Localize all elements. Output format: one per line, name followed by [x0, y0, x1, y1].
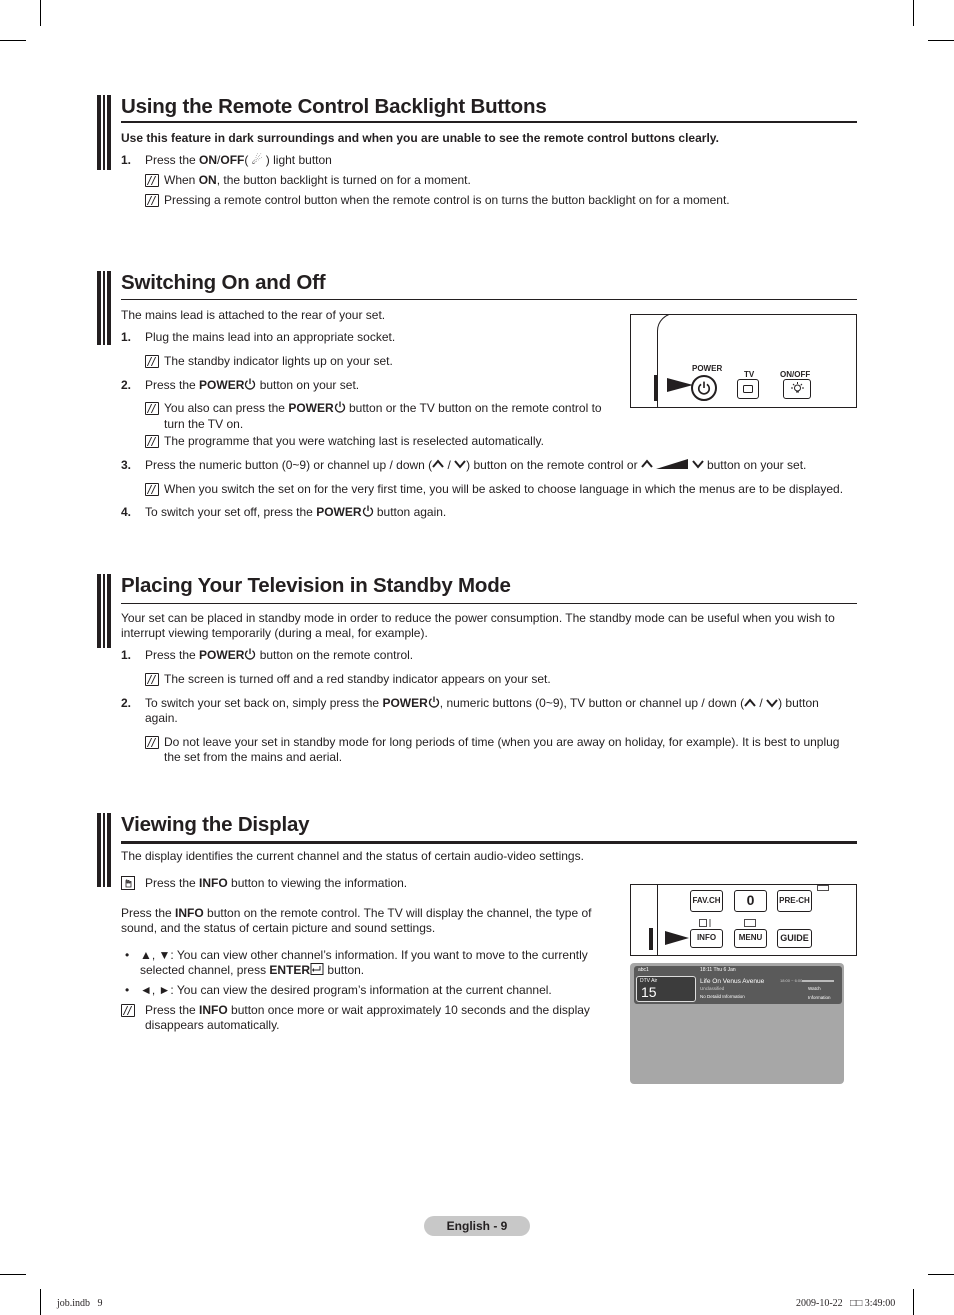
power-icon — [697, 381, 711, 395]
display-intro: The display identifies the current channel and the status of certain audio-video settings. — [121, 849, 584, 863]
section-title: Placing Your Television in Standby Mode — [121, 574, 511, 597]
switching-step-2-note-2: The programme that you were watching last is reselected automatically. — [164, 434, 544, 448]
step-number: 2. — [121, 378, 132, 392]
pointer-arrow-icon — [667, 378, 693, 392]
note-icon — [145, 174, 159, 187]
crop-mark — [913, 1289, 914, 1315]
remote-label-power: POWER — [692, 364, 723, 373]
section-rule — [121, 299, 857, 300]
section-rule — [121, 603, 857, 604]
power-icon — [362, 505, 374, 521]
step-number: 4. — [121, 505, 132, 519]
note-icon — [145, 194, 159, 207]
step-number: 1. — [121, 330, 132, 344]
note-icon — [121, 1004, 135, 1017]
step-number: 2. — [121, 696, 132, 710]
step-number: 1. — [121, 648, 132, 662]
osd-detail: No Detaild Information — [700, 994, 745, 999]
note-icon — [145, 736, 159, 749]
remote-tv-button — [737, 379, 759, 399]
crop-mark — [40, 1289, 41, 1315]
switching-step-1-note: The standby indicator lights up on your set. — [164, 354, 393, 368]
display-note: Press the INFO button once more or wait approximately 10 seconds and the display disappears automatically. — [145, 1003, 590, 1032]
switching-intro: The mains lead is attached to the rear of your set. — [121, 308, 386, 322]
remote-illustration-power — [630, 314, 857, 408]
volume-wedge-icon — [656, 458, 688, 473]
crop-mark — [40, 0, 41, 26]
remote-power-button — [691, 375, 717, 401]
tip-icon — [121, 876, 135, 890]
channel-down-icon — [454, 458, 466, 473]
bullet-dot: • — [125, 948, 130, 962]
power-icon — [334, 401, 346, 417]
backlight-note-2: Pressing a remote control button when the remote control is on turns the button backlight on for a moment. — [164, 193, 730, 207]
remote-small-icon — [699, 919, 713, 927]
note-icon — [145, 673, 159, 686]
osd-time-range: 18:00 ~ 6:00 — [780, 978, 803, 983]
channel-up-icon — [641, 458, 653, 473]
channel-down-icon — [692, 458, 704, 473]
remote-light-button — [783, 379, 811, 399]
section-rule — [121, 121, 857, 123]
bullet-dot: • — [125, 983, 130, 997]
display-tip: Press the INFO button to viewing the information. — [145, 876, 408, 890]
note-icon — [145, 402, 159, 415]
channel-up-icon — [744, 697, 756, 712]
remote-info-button: INFO — [690, 929, 723, 948]
step-number: 3. — [121, 458, 132, 472]
remote-zero-button: 0 — [734, 890, 767, 912]
crop-mark — [928, 1274, 954, 1275]
osd-panel — [634, 966, 842, 1004]
switching-step-3-note: When you switch the set on for the very first time, you will be asked to choose language in which the menus are to be displayed. — [164, 482, 844, 496]
remote-small-icon — [817, 885, 829, 891]
section-marker — [97, 271, 111, 345]
section-marker — [97, 813, 111, 887]
section-title: Using the Remote Control Backlight Buttons — [121, 95, 547, 118]
display-bullet-2: ◄, ►: You can view the desired program’s information at the current channel. — [140, 983, 552, 997]
remote-small-icon — [744, 919, 756, 927]
osd-channel-box — [636, 976, 696, 1002]
remote-favch-button: FAV.CH — [690, 890, 723, 912]
osd-rating: Unclassified — [700, 986, 725, 991]
osd-antenna: DTV Air — [640, 978, 658, 984]
power-icon — [244, 648, 256, 664]
channel-down-icon — [766, 697, 778, 712]
section-title: Switching On and Off — [121, 271, 326, 294]
switching-step-3: Press the numeric button (0~9) or channel up / down ( / ) button on the remote control or button on your set. — [145, 458, 807, 472]
remote-illustration-info — [630, 884, 857, 956]
footer-left: job.indb 9 — [57, 1298, 103, 1309]
standby-step-2-cont: again. — [145, 711, 178, 725]
channel-up-icon — [432, 458, 444, 473]
remote-label-onoff: ON/OFF — [780, 370, 811, 379]
note-icon — [145, 483, 159, 496]
standby-intro: Your set can be placed in standby mode in order to reduce the power consumption. The standby mode can be useful when you wish to interrupt viewing temporarily (during a meal, for example). — [121, 611, 835, 640]
remote-guide-button: GUIDE — [777, 929, 812, 948]
osd-program-title: Life On Venus Avenue — [700, 978, 765, 985]
page-number: English - 9 — [424, 1216, 530, 1236]
section-marker — [97, 95, 111, 170]
note-icon — [145, 435, 159, 448]
footer-right: 2009-10-22 □□ 3:49:00 — [796, 1298, 896, 1309]
pointer-bar — [654, 375, 658, 401]
backlight-note-1: When ON, the button backlight is turned on for a moment. — [164, 173, 471, 187]
section-marker — [97, 574, 111, 648]
pointer-arrow-icon — [665, 931, 689, 945]
standby-step-2: To switch your set back on, simply press the POWER , numeric buttons (0~9), TV button or channel up / down ( / ) button — [145, 696, 819, 711]
tv-screen-illustration — [630, 963, 844, 1084]
standby-step-1: Press the POWER button on the remote control. — [145, 648, 414, 663]
remote-menu-button: MENU — [734, 929, 767, 948]
osd-datetime: 18:11 Thu 6 Jan — [700, 967, 736, 973]
enter-icon — [310, 963, 324, 979]
osd-channel-number: 15 — [641, 984, 657, 1000]
display-bullet-1: ▲, ▼: You can view other channel’s information. If you want to move to the currently selected channel, press ENTER button. — [140, 948, 588, 978]
pointer-bar — [649, 928, 653, 950]
switching-step-2-note-1-cont: turn the TV on. — [164, 417, 244, 431]
remote-label-tv: TV — [744, 370, 755, 379]
remote-prech-button: PRE-CH — [777, 890, 812, 912]
crop-mark — [0, 40, 26, 41]
step-number: 1. — [121, 153, 132, 167]
power-icon — [244, 378, 256, 394]
switching-step-2: Press the POWER button on your set. — [145, 378, 360, 393]
switching-step-4: To switch your set off, press the POWER button again. — [145, 505, 447, 520]
section-title: Viewing the Display — [121, 813, 310, 836]
backlight-step-1: Press the ON/OFF( ☄ ) light button — [145, 153, 332, 167]
tv-icon — [743, 385, 753, 393]
osd-source: abc1 — [638, 967, 649, 973]
display-paragraph: Press the INFO button on the remote control. The TV will display the channel, the type of sound, and the status of certain picture and sound settings. — [121, 906, 592, 935]
light-icon — [791, 382, 804, 396]
standby-step-1-note: The screen is turned off and a red standby indicator appears on your set. — [164, 672, 551, 686]
osd-watch: Watch — [808, 986, 821, 991]
crop-mark — [0, 1274, 26, 1275]
section-rule — [121, 841, 857, 844]
switching-step-2-note-1: You also can press the POWER button or the TV button on the remote control to — [164, 401, 602, 416]
osd-progress-bar — [802, 980, 834, 982]
crop-mark — [913, 0, 914, 26]
backlight-intro: Use this feature in dark surroundings and when you are unable to see the remote control buttons clearly. — [121, 131, 719, 145]
crop-mark — [928, 40, 954, 41]
power-icon — [428, 696, 440, 712]
note-icon — [145, 355, 159, 368]
switching-step-1: Plug the mains lead into an appropriate socket. — [145, 330, 396, 344]
standby-step-2-note: Do not leave your set in standby mode for long periods of time (when you are away on holiday, for example). It is best to unplug the set from the mains and aerial. — [164, 735, 840, 764]
osd-information: Information — [808, 995, 831, 1000]
